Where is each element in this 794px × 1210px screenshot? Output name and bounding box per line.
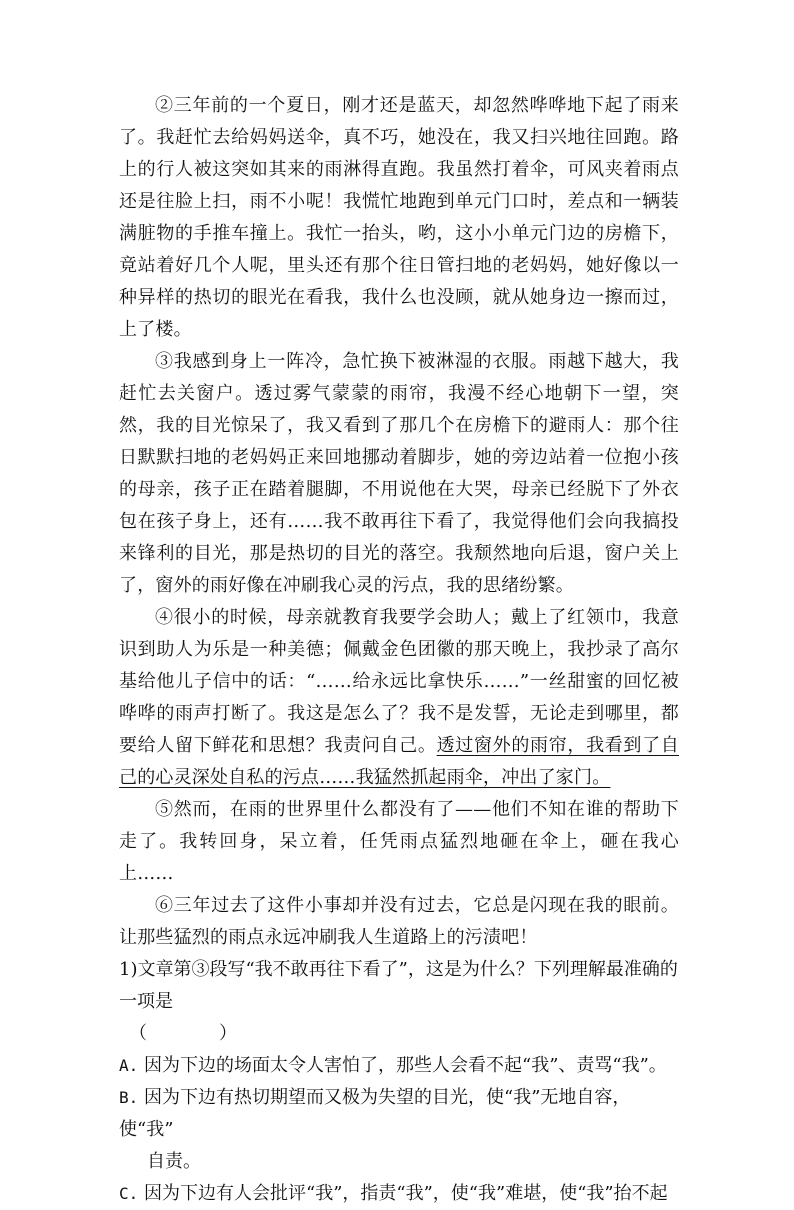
option-c-text: 因为下边有人会批评“我”，指责“我”，使“我”难堪，使“我”抬不起 (144, 1183, 668, 1204)
question-stem: 1)文章第③段写“我不敢再往下看了”，这是为什么？下列理解最准确的一项是 (119, 959, 678, 1012)
option-a (119, 1050, 679, 1082)
paragraph-4-underlined-sentence: 透过窗外的雨帘，我看到了自己的心灵深处自私的污点……我猛然抓起雨伞，冲出了家门。 (119, 735, 679, 788)
option-b-continuation: 自责。 (147, 1151, 201, 1172)
paragraph-6: ⑥三年过去了这件小事却并没有过去，它总是闪现在我的眼前。让那些猛烈的雨点永远冲刷我人生道路上的污渍吧！ (119, 895, 679, 948)
option-b-letter: B. (119, 1088, 139, 1107)
option-a-letter: A. (119, 1056, 139, 1075)
document-body (119, 90, 679, 1210)
paragraph-5: ⑤然而，在雨的世界里什么都没有了——他们不知在谁的帮助下走了。我转回身，呆立着，任凭雨点猛烈地砸在伞上，砸在我心上…… (119, 799, 679, 884)
paragraph-4-text: ④很小的时候，母亲就教育我要学会助人；戴上了红领巾，我意识到助人为乐是一种美德；佩戴金色团徽的那天晚上，我抄录了高尔基给他儿子信中的话：“……给永远比拿快乐……”一丝甜蜜的回忆被哗哗的雨声打断了。我这是怎么了？我不是发誓，无论走到哪里，都要给人留下鲜花和思想？我责问自己。 (119, 607, 679, 756)
answer-blank: （ ） (129, 1023, 237, 1044)
option-b (119, 1082, 679, 1146)
option-c-letter: C. (119, 1184, 139, 1203)
paragraph-2: ②三年前的一个夏日，刚才还是蓝天，却忽然哗哗地下起了雨来了。我赶忙去给妈妈送伞，真不巧，她没在，我又扫兴地往回跑。路上的行人被这突如其来的雨淋得直跑。我虽然打着伞，可风夹着雨点还是往脸上扫，雨不小呢！我慌忙地跑到单元门口时，差点和一辆装满脏物的手推车撞上。我忙一抬头，哟，这小小单元门边的房檐下，竟站着好几个人呢，里头还有那个往日管扫地的老妈妈，她好像以一种异样的热切的眼光在看我，我什么也没顾，就从她身边一擦而过，上了楼。 (119, 95, 679, 340)
option-c (119, 1178, 679, 1210)
paragraph-3: ③我感到身上一阵冷，急忙换下被淋湿的衣服。雨越下越大，我赶忙去关窗户。透过雾气蒙蒙的雨帘，我漫不经心地朝下一望，突然，我的目光惊呆了，我又看到了那几个在房檐下的避雨人：那个往日默默扫地的老妈妈正来回地挪动着脚步，她的旁边站着一位抱小孩的母亲，孩子正在踏着腿脚，不用说他在大哭，母亲已经脱下了外衣包在孩子身上，还有……我不敢再往下看了，我觉得他们会向我搞投来锋利的目光，那是热切的目光的落空。我颓然地向后退，窗户关上了，窗外的雨好像在冲刷我心灵的污点，我的思绪纷繁。 (119, 351, 679, 596)
option-a-text: 因为下边的场面太令人害怕了，那些人会看不起“我”、责骂“我”。 (144, 1055, 667, 1076)
paragraph-4 (119, 602, 679, 794)
option-b-text: 因为下边有热切期望而又极为失望的目光，使“我”无地自容，使“我” (119, 1087, 631, 1140)
